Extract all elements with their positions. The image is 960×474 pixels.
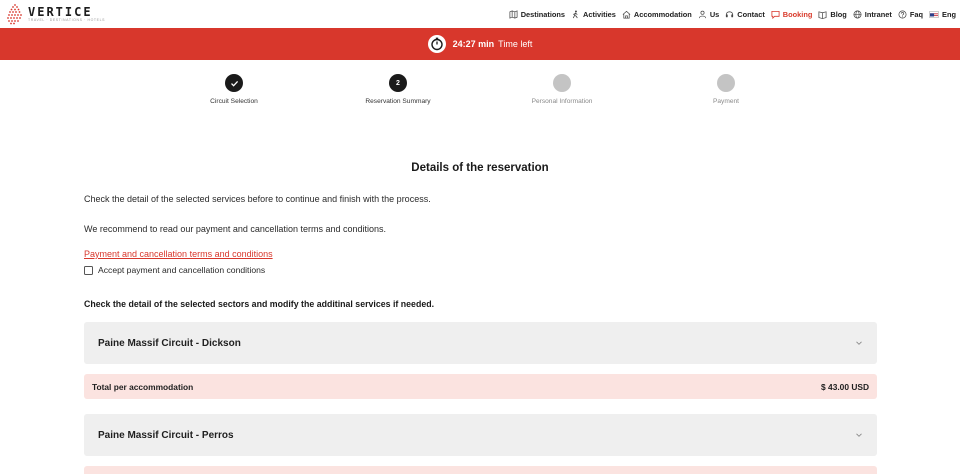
nav-label: Faq <box>909 9 924 19</box>
nav-destinations[interactable] <box>509 10 565 19</box>
total-label: Total per accommodation <box>92 381 194 392</box>
checkmark-icon <box>225 74 243 92</box>
nav-contact[interactable] <box>725 10 765 19</box>
timer-countdown: 24:27 min <box>452 39 495 49</box>
top-header <box>0 0 960 28</box>
nav-label: Blog <box>830 9 847 19</box>
step-number: 2 <box>389 74 407 92</box>
nav-label: Activities <box>583 9 616 19</box>
total-row <box>84 374 877 399</box>
chat-icon <box>771 10 780 19</box>
terms-link[interactable]: Payment and cancellation terms and conditions <box>84 249 273 259</box>
hiker-icon <box>571 10 580 19</box>
people-icon <box>698 10 707 19</box>
sector-accordion[interactable] <box>84 322 877 364</box>
headset-icon <box>725 10 734 19</box>
globe-icon <box>853 10 862 19</box>
map-icon <box>509 10 518 19</box>
brand-tagline: TRAVEL · DESTINATIONS · HOTELS <box>28 17 106 22</box>
progress-steps <box>0 74 960 110</box>
logo-mark-icon <box>6 3 24 25</box>
lodge-icon <box>622 10 631 19</box>
total-value: $ 43.00 USD <box>821 381 869 392</box>
chevron-down-icon <box>855 339 863 347</box>
nav-label: Intranet <box>864 9 892 19</box>
timer-bar <box>0 28 960 60</box>
nav-label: Booking <box>782 9 813 19</box>
brand-name: VERTICE <box>28 4 93 19</box>
accept-checkbox[interactable] <box>84 266 93 275</box>
sector-accordion[interactable] <box>84 414 877 456</box>
nav-us[interactable] <box>698 10 719 19</box>
step-personal-information <box>492 74 632 105</box>
main-nav <box>503 0 956 28</box>
total-row-partial <box>84 466 877 474</box>
step-label: Reservation Summary <box>365 98 431 105</box>
accept-label: Accept payment and cancellation conditions <box>98 265 266 275</box>
nav-faq[interactable] <box>898 10 923 19</box>
nav-blog[interactable] <box>818 10 846 19</box>
chevron-down-icon <box>855 431 863 439</box>
sector-title: Paine Massif Circuit - Dickson <box>98 337 241 349</box>
step-marker <box>553 74 571 92</box>
nav-intranet[interactable] <box>853 10 892 19</box>
nav-activities[interactable] <box>571 10 616 19</box>
us-flag-icon <box>929 11 939 18</box>
page-title: Details of the reservation <box>411 162 549 174</box>
nav-label: Destinations <box>520 9 566 19</box>
stopwatch-icon <box>428 35 446 53</box>
sector-title: Paine Massif Circuit - Perros <box>98 429 234 441</box>
book-icon <box>818 10 827 19</box>
nav-language[interactable] <box>929 10 956 19</box>
nav-label: Accommodation <box>633 9 692 19</box>
nav-label: Us <box>709 9 720 19</box>
timer-label: Time left <box>498 39 533 49</box>
nav-booking[interactable] <box>771 10 813 19</box>
intro-text: Check the detail of the selected services before to continue and finish with the process. <box>84 194 431 204</box>
nav-accommodation[interactable] <box>622 10 692 19</box>
brand-logo[interactable] <box>6 2 105 26</box>
nav-label: Eng <box>942 9 956 19</box>
step-circuit-selection[interactable] <box>164 74 304 105</box>
step-marker <box>717 74 735 92</box>
recommend-text: We recommend to read our payment and cancellation terms and conditions. <box>84 224 386 234</box>
step-label: Circuit Selection <box>210 98 258 105</box>
step-label: Payment <box>712 98 740 105</box>
sectors-heading: Check the detail of the selected sectors and modify the additinal services if needed. <box>84 299 435 309</box>
accept-conditions[interactable] <box>84 265 265 275</box>
question-icon <box>898 10 907 19</box>
step-label: Personal Information <box>531 98 593 105</box>
step-payment <box>656 74 796 105</box>
nav-label: Contact <box>737 9 765 19</box>
step-reservation-summary[interactable] <box>328 74 468 105</box>
